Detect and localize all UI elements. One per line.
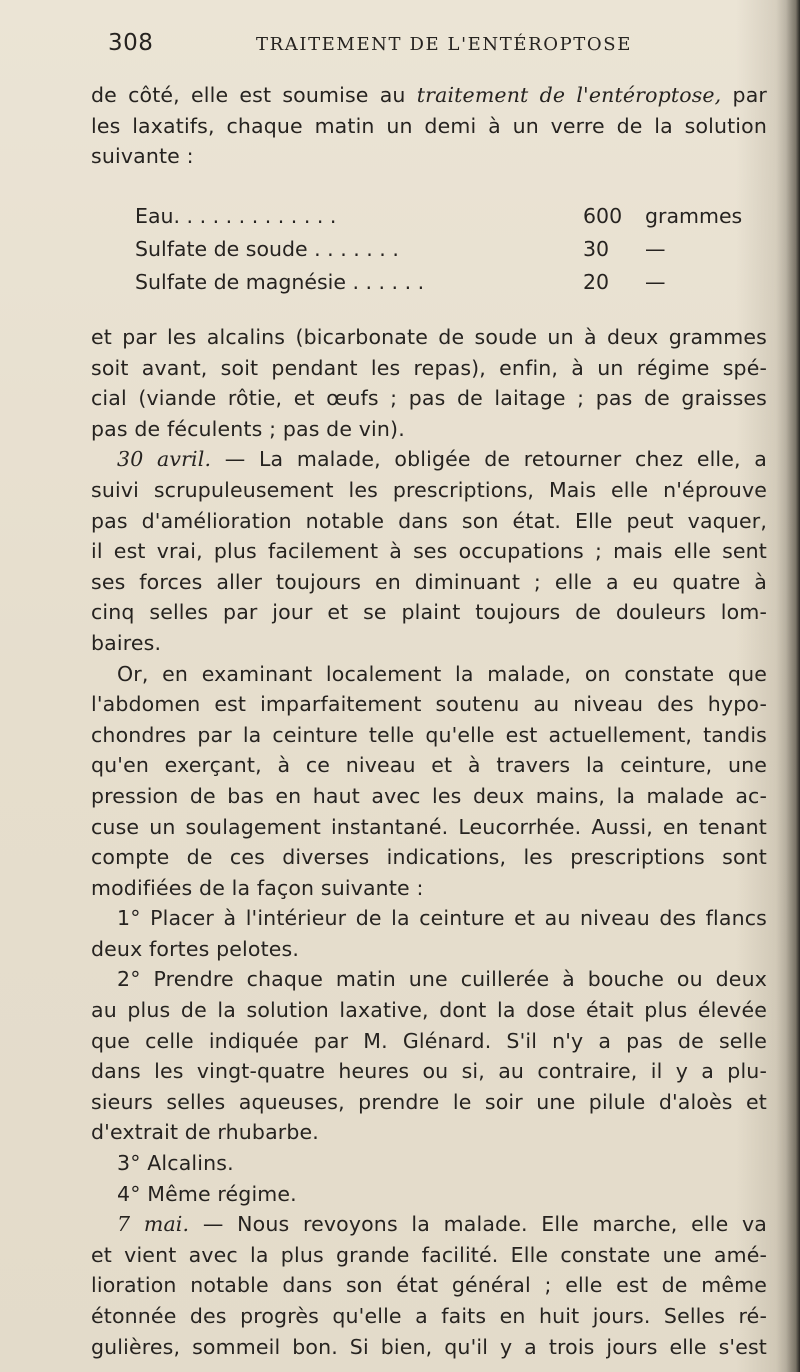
body-text — [91, 322, 767, 1362]
text-line: cial (viande rôtie, et œufs ; pas de laitage ; pas de graisses — [91, 386, 767, 411]
text-line: soit avant, soit pendant les repas), enfin, à un régime spé- — [91, 355, 767, 380]
text-line: pression de bas en haut avec les deux mains, la malade ac- — [91, 783, 767, 808]
recipe-quantity: 600 — [583, 204, 623, 228]
text-line: cinq selles par jour et se plaint toujours de douleurs lom- — [91, 600, 767, 625]
recipe-unit: — — [645, 237, 666, 261]
recipe-table — [135, 200, 755, 299]
date-heading: 7 mai. — [117, 1212, 190, 1237]
recipe-ingredient: Sulfate de soude . . . . . . . — [135, 237, 399, 261]
text-line: que celle indiquée par M. Glénard. S'il n'y a pas de selle — [91, 1028, 767, 1053]
text-line: 2° Prendre chaque matin une cuillerée à bouche ou deux — [117, 967, 767, 992]
text-line: baires. — [91, 630, 162, 655]
text-line: sieurs selles aqueuses, prendre le soir une pilule d'aloès et — [91, 1089, 767, 1114]
text-line: de côté, elle est soumise au traitement de l'entéroptose, par — [91, 83, 767, 107]
text-line: gulières, sommeil bon. Si bien, qu'il y a trois jours elle s'est — [91, 1334, 767, 1359]
text-line: chondres par la ceinture telle qu'elle est actuellement, tandis — [91, 722, 767, 747]
text-line: 4° Même régime. — [117, 1181, 297, 1206]
page-number: 308 — [108, 30, 154, 56]
text-line: dans les vingt-quatre heures ou si, au contraire, il y a plu- — [91, 1059, 767, 1084]
running-head: TRAITEMENT DE L'ENTÉROPTOSE — [256, 34, 632, 55]
text-line: d'extrait de rhubarbe. — [91, 1120, 319, 1145]
text-line: ses forces aller toujours en diminuant ; elle a eu quatre à — [91, 569, 767, 594]
text-line: suivi scrupuleusement les prescriptions, Mais elle n'éprouve — [91, 477, 767, 502]
text-line: et par les alcalins (bicarbonate de soude un à deux grammes — [91, 325, 767, 349]
text-line: les laxatifs, chaque matin un demi à un verre de la solution — [91, 113, 767, 138]
text-line: au plus de la solution laxative, dont la dose était plus élevée — [91, 998, 767, 1023]
intro-paragraph — [91, 80, 767, 172]
text-line: 7 mai. — Nous revoyons la malade. Elle marche, elle va — [117, 1212, 767, 1237]
text-line: 3° Alcalins. — [117, 1151, 234, 1176]
recipe-unit: — — [645, 270, 666, 294]
text-line: modifiées de la façon suivante : — [91, 875, 424, 900]
recipe-unit: grammes — [645, 204, 743, 228]
text-line: pas de féculents ; pas de vin). — [91, 416, 405, 441]
recipe-quantity: 30 — [583, 237, 610, 261]
text-line: et vient avec la plus grande facilité. Elle constate une amé- — [91, 1242, 767, 1267]
text-line: lioration notable dans son état général ; elle est de même — [91, 1273, 767, 1298]
text-line: il est vrai, plus facilement à ses occupations ; mais elle sent — [91, 539, 767, 564]
text-line: compte de ces diverses indications, les prescriptions sont — [91, 845, 767, 870]
date-heading: 30 avril. — [117, 447, 212, 472]
recipe-row — [135, 200, 755, 233]
page-edge-shadow — [786, 0, 800, 1372]
text-line: qu'en exerçant, à ce niveau et à travers la ceinture, une — [91, 753, 767, 778]
page-header — [108, 30, 768, 62]
text-line: Or, en examinant localement la malade, on constate que — [117, 661, 767, 686]
text-line: 30 avril. — La malade, obligée de retourner chez elle, a — [117, 447, 768, 472]
recipe-row — [135, 233, 755, 266]
text-line: pas d'amélioration notable dans son état. Elle peut vaquer, — [91, 508, 767, 533]
recipe-ingredient: Sulfate de magnésie . . . . . . — [135, 270, 425, 294]
recipe-row — [135, 266, 755, 299]
text-line: suivante : — [91, 144, 194, 169]
text-line: deux fortes pelotes. — [91, 936, 300, 961]
recipe-ingredient: Eau. . . . . . . . . . . . . — [135, 204, 337, 228]
text-line: étonnée des progrès qu'elle a faits en huit jours. Selles ré- — [91, 1304, 767, 1328]
text-line: l'abdomen est imparfaitement soutenu au niveau des hypo- — [91, 692, 767, 717]
text-line: 1° Placer à l'intérieur de la ceinture et au niveau des flancs — [117, 906, 767, 931]
text-line: cuse un soulagement instantané. Leucorrhée. Aussi, en tenant — [91, 814, 767, 839]
recipe-quantity: 20 — [583, 270, 610, 294]
